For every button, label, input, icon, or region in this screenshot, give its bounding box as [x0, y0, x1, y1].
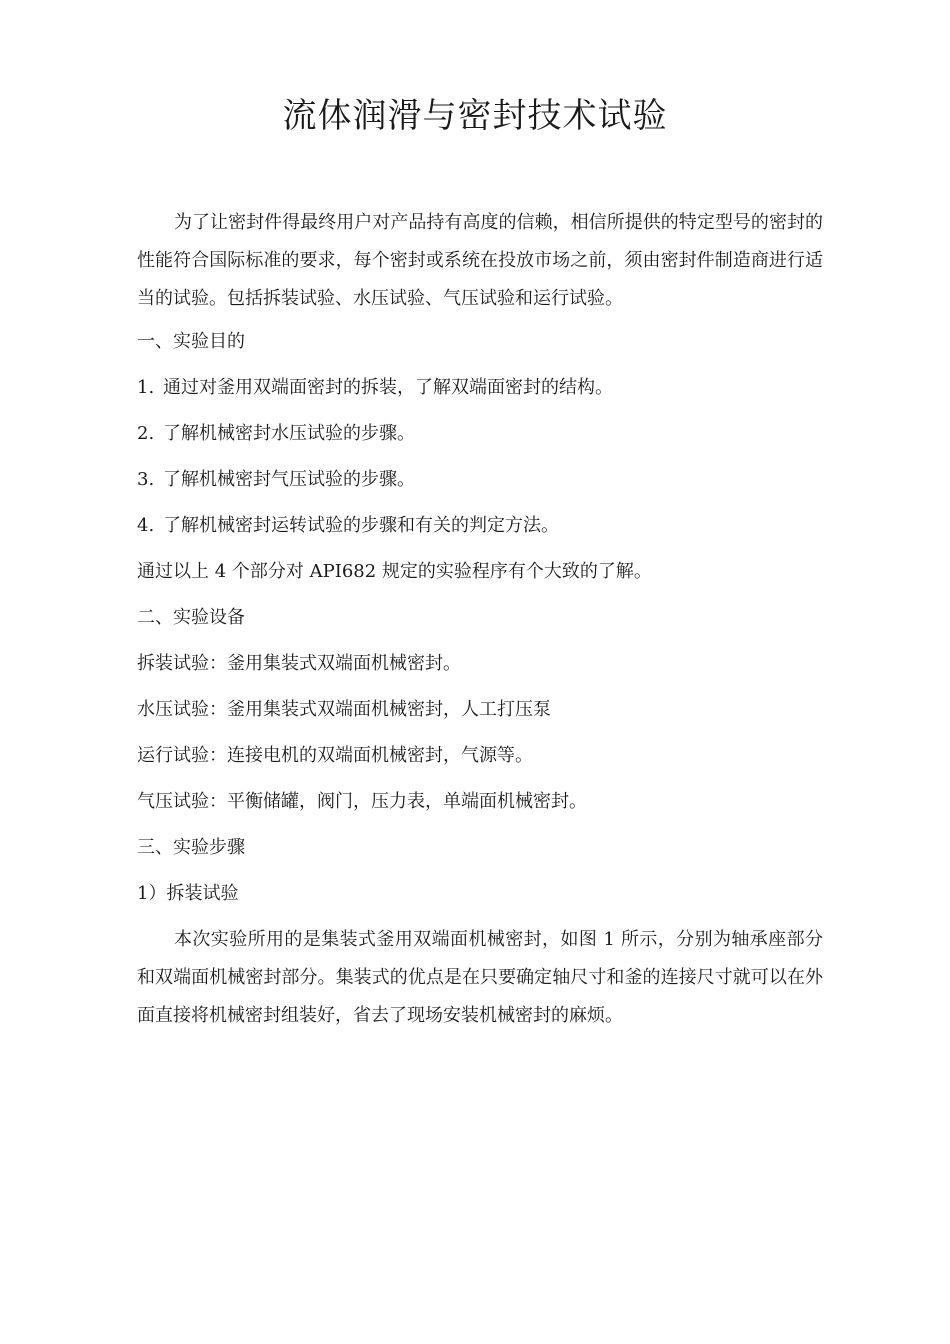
- list-item-text: 了解机械密封水压试验的步骤。: [163, 423, 415, 444]
- equipment-line: 运行试验：连接电机的双端面机械密封，气源等。: [137, 745, 533, 766]
- equipment-line: 拆装试验：釜用集装式双端面机械密封。: [137, 653, 461, 674]
- list-item: [137, 507, 823, 545]
- list-item-text: 了解机械密封气压试验的步骤。: [163, 469, 415, 490]
- equipment-line: 水压试验：釜用集装式双端面机械密封，人工打压泵: [137, 699, 551, 720]
- section1-summary: 通过以上 4 个部分对 API682 规定的实验程序有个大致的了解。: [137, 561, 652, 582]
- section3-heading: 三、实验步骤: [137, 837, 245, 858]
- section1-heading: 一、实验目的: [137, 331, 245, 352]
- section2-heading: 二、实验设备: [137, 607, 245, 628]
- list-item: [137, 415, 823, 453]
- list-item: [137, 461, 823, 499]
- intro-paragraph: 为了让密封件得最终用户对产品持有高度的信赖，相信所提供的特定型号的密封的性能符合国际标准的要求，每个密封或系统在投放市场之前，须由密封件制造商进行适当的试验。包括拆装试验、水压试验、气压试验和运行试验。: [137, 212, 823, 309]
- document-title: 流体润滑与密封技术试验: [282, 96, 668, 136]
- list-item-number: 1.: [137, 377, 155, 398]
- disassembly-paragraph: 本次实验所用的是集装式釜用双端面机械密封，如图 1 所示，分别为轴承座部分和双端面机械密封部分。集装式的优点是在只要确定轴尺寸和釜的连接尺寸就可以在外面直接将机械密封组装好，省去了现场安装机械密封的麻烦。: [137, 929, 823, 1026]
- list-item: [137, 369, 823, 407]
- list-item-number: 4.: [137, 515, 155, 536]
- list-item-text: 了解机械密封运转试验的步骤和有关的判定方法。: [163, 515, 559, 536]
- list-item-number: 2.: [137, 423, 155, 444]
- list-item-number: 3.: [137, 469, 155, 490]
- list-item-text: 通过对釜用双端面密封的拆装，了解双端面密封的结构。: [163, 377, 613, 398]
- document-body: [137, 204, 823, 1035]
- section3-subheading: 1）拆装试验: [137, 883, 239, 904]
- equipment-line: 气压试验：平衡储罐，阀门，压力表，单端面机械密封。: [137, 791, 587, 812]
